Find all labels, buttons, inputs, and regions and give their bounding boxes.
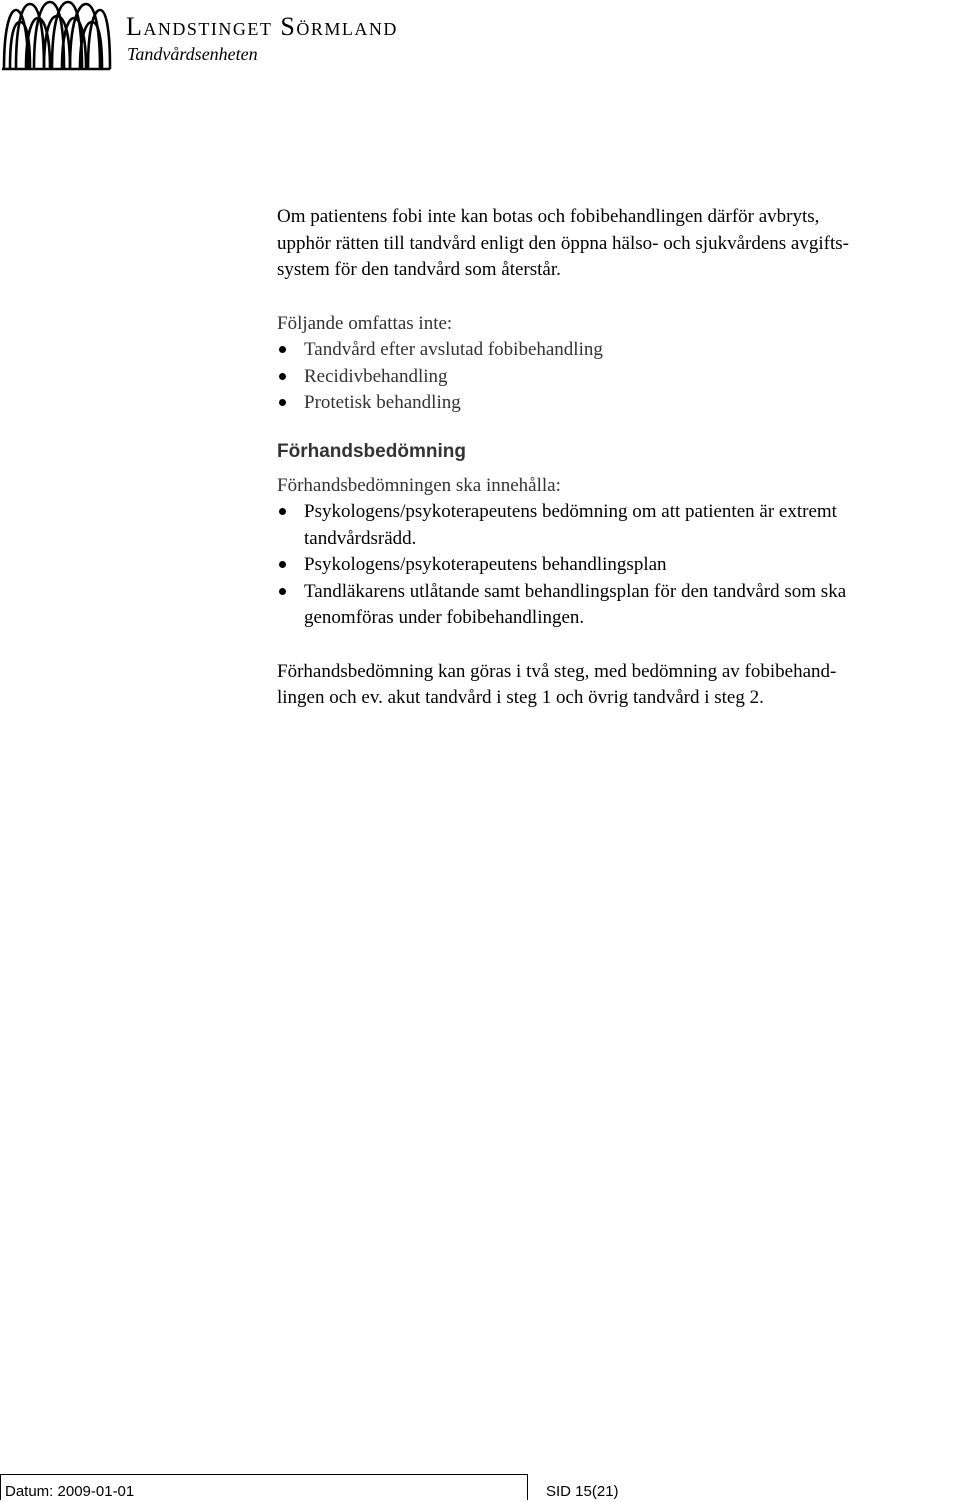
intro-line: upphör rätten till tandvård enligt den öppna hälso- och sjukvårdens avgifts- [277, 232, 849, 254]
bullet-icon [279, 399, 286, 406]
section-heading: Förhandsbedömning [277, 440, 466, 462]
intro-paragraph [277, 204, 957, 284]
list-item-text: Psykologens/psykoterapeutens behandlingsplan [304, 554, 667, 575]
bullet-icon [279, 508, 286, 515]
closing-line: Förhandsbedömning kan göras i två steg, med bedömning av fobibehand- [277, 660, 837, 682]
footer-page-number: SID 15(21) [546, 1483, 619, 1500]
list-item-text: Psykologens/psykoterapeutens bedömning om att patienten är extremt [304, 501, 837, 522]
list-item [277, 499, 957, 552]
document-body [277, 204, 957, 712]
footer-date: Datum: 2009-01-01 [5, 1483, 135, 1500]
bullet-icon [279, 561, 286, 568]
exclusions-block [277, 311, 957, 417]
list-item [277, 390, 957, 417]
list-item-text: genomföras under fobibehandlingen. [304, 607, 585, 628]
list-item [277, 579, 957, 632]
list-item [277, 552, 957, 579]
closing-paragraph [277, 659, 957, 712]
exclusions-lead: Följande omfattas inte: [277, 312, 453, 334]
list-item [277, 337, 957, 364]
bullet-icon [279, 588, 286, 595]
intro-line: system för den tandvård som återstår. [277, 259, 561, 280]
list-item-text: Tandläkarens utlåtande samt behandlingsplan för den tandvård som ska [304, 580, 847, 602]
list-item-text: Tandvård efter avslutad fobibehandling [304, 339, 603, 360]
exclusions-list [277, 337, 957, 417]
section-lead: Förhandsbedömningen ska innehålla: [277, 474, 561, 496]
organization-unit: Tandvårdsenheten [127, 44, 258, 64]
list-item [277, 364, 957, 391]
intro-line: Om patientens fobi inte kan botas och fobibehandlingen därför avbryts, [277, 206, 820, 227]
organization-name: Landstinget Sörmland [126, 12, 398, 41]
list-item-text: Recidivbehandling [304, 365, 448, 387]
bullet-icon [279, 373, 286, 380]
list-item-text: Protetisk behandling [304, 392, 461, 413]
page-footer [0, 1474, 960, 1502]
list-item-text: tandvårdsrädd. [304, 527, 417, 549]
crown-arches-logo-icon [0, 0, 112, 72]
bullet-icon [279, 346, 286, 353]
closing-line: lingen och ev. akut tandvård i steg 1 och övrig tandvård i steg 2. [277, 687, 764, 708]
assessment-list [277, 499, 957, 632]
